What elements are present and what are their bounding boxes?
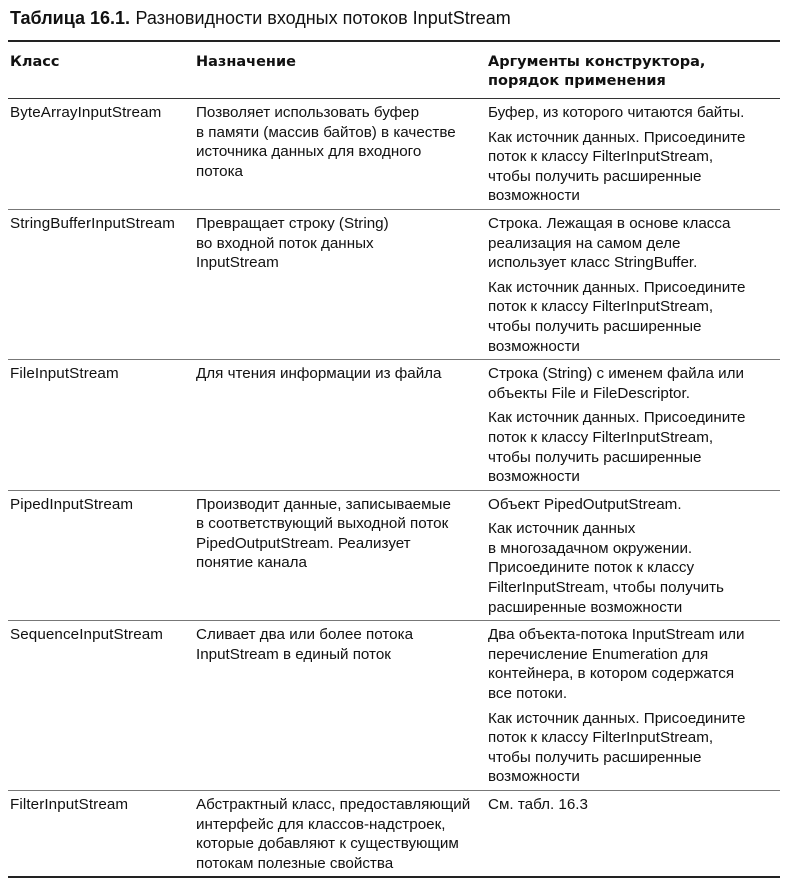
args-line: перечисление Enumeration для	[488, 645, 709, 663]
args-line: Буфер, из которого читаются байты.	[488, 104, 745, 121]
args-line: чтобы получить расширенные	[488, 317, 702, 335]
args-paragraph	[488, 214, 776, 273]
purpose-line: потокам полезные свойства	[196, 854, 394, 872]
cell-purpose	[194, 99, 486, 210]
args-line: возможности	[488, 768, 580, 786]
table-row	[8, 791, 780, 878]
args-line: Строка. Лежащая в основе класса	[488, 214, 731, 232]
cell-purpose	[194, 360, 486, 491]
args-paragraph	[488, 364, 776, 403]
cell-class-name: StringBufferInputStream	[8, 209, 194, 359]
args-line: поток к классу FilterInputStream,	[488, 148, 714, 166]
args-line: в многозадачном окружении.	[488, 539, 693, 557]
args-line: объекты File и FileDescriptor.	[488, 384, 690, 402]
header-args-line: порядок применения	[488, 73, 666, 89]
purpose-line: Сливает два или более потока	[196, 626, 414, 644]
cell-constructor-args	[486, 621, 780, 791]
args-line: все потоки.	[488, 685, 568, 703]
cell-constructor-args	[486, 490, 780, 621]
header-args	[486, 41, 780, 99]
args-line: поток к классу FilterInputStream,	[488, 729, 714, 747]
args-line: Два объекта-потока InputStream или	[488, 626, 745, 644]
args-line: возможности	[488, 337, 580, 355]
header-args-line: Аргументы конструктора,	[488, 54, 706, 70]
args-line: Строка (String) с именем файла или	[488, 365, 744, 383]
cell-class-name: SequenceInputStream	[8, 621, 194, 791]
table-row	[8, 209, 780, 359]
cell-purpose	[194, 209, 486, 359]
args-paragraph	[488, 625, 776, 703]
args-line: FilterInputStream, чтобы получить	[488, 579, 724, 597]
args-paragraph	[488, 795, 776, 815]
args-line: реализация на самом деле	[488, 234, 681, 252]
cell-purpose	[194, 791, 486, 878]
args-paragraph	[488, 278, 776, 356]
cell-class-name: ByteArrayInputStream	[8, 99, 194, 210]
args-line: контейнера, в котором содержатся	[488, 665, 735, 683]
cell-class-name: FilterInputStream	[10, 796, 129, 813]
args-line: Объект PipedOutputStream.	[488, 495, 682, 513]
args-line: Как источник данных. Присоедините	[488, 709, 746, 727]
purpose-line: во входной поток данных	[196, 234, 374, 252]
cell-constructor-args	[486, 360, 780, 491]
args-paragraph	[488, 408, 776, 486]
purpose-line: InputStream	[196, 254, 279, 272]
args-paragraph	[488, 519, 776, 617]
purpose-line: Позволяет использовать буфер	[196, 104, 420, 121]
table-caption-text: Разновидности входных потоков InputStream	[135, 8, 511, 28]
args-line: Как источник данных. Присоедините	[488, 128, 746, 146]
purpose-line: понятие канала	[196, 554, 307, 572]
header-class: Класс	[8, 41, 194, 99]
args-line: Как источник данных. Присоедините	[488, 278, 746, 296]
purpose-line: источника данных для входного	[196, 143, 422, 161]
purpose-line: Производит данные, записываемые	[196, 495, 451, 513]
table-row	[8, 490, 780, 621]
purpose-line: в соответствующий выходной поток	[196, 515, 449, 533]
purpose-line: PipedOutputStream. Реализует	[196, 534, 411, 552]
args-line: чтобы получить расширенные	[488, 748, 702, 766]
args-line: См. табл. 16.3	[488, 796, 588, 813]
purpose-line: потока	[196, 162, 243, 180]
args-line: поток к классу FilterInputStream,	[488, 428, 714, 446]
cell-constructor-args	[486, 209, 780, 359]
args-line: Присоедините поток к классу	[488, 559, 695, 577]
args-paragraph	[488, 103, 776, 123]
cell-constructor-args	[486, 99, 780, 210]
args-paragraph	[488, 495, 776, 515]
args-line: поток к классу FilterInputStream,	[488, 298, 714, 316]
table-header-row	[8, 41, 780, 99]
purpose-line: интерфейс для классов-надстроек,	[196, 815, 446, 833]
table-row	[8, 99, 780, 210]
table-body	[8, 99, 780, 878]
table-caption-number: Таблица 16.1.	[10, 8, 131, 28]
purpose-line: которые добавляют к существующим	[196, 835, 459, 853]
purpose-line: Для чтения информации из файла	[196, 365, 442, 383]
cell-purpose	[194, 490, 486, 621]
cell-purpose	[194, 621, 486, 791]
args-paragraph	[488, 128, 776, 206]
purpose-line: Абстрактный класс, предоставляющий	[196, 796, 471, 813]
table-row	[8, 360, 780, 491]
cell-class-name: PipedInputStream	[8, 490, 194, 621]
args-line: возможности	[488, 468, 580, 486]
args-line: возможности	[488, 187, 580, 205]
header-purpose: Назначение	[194, 41, 486, 99]
args-line: чтобы получить расширенные	[488, 167, 702, 185]
args-line: чтобы получить расширенные	[488, 448, 702, 466]
table-caption	[10, 6, 779, 31]
cell-class-name: FileInputStream	[8, 360, 194, 491]
purpose-line: InputStream в единый поток	[196, 645, 391, 663]
cell-constructor-args	[486, 791, 780, 878]
args-line: расширенные возможности	[488, 598, 683, 616]
args-line: Как источник данных. Присоедините	[488, 409, 746, 427]
table-row	[8, 621, 780, 791]
args-paragraph	[488, 709, 776, 787]
args-line: использует класс StringBuffer.	[488, 254, 698, 272]
args-line: Как источник данных	[488, 520, 636, 538]
purpose-line: Превращает строку (String)	[196, 214, 389, 232]
purpose-line: в памяти (массив байтов) в качестве	[196, 123, 456, 141]
input-streams-table	[8, 40, 780, 878]
